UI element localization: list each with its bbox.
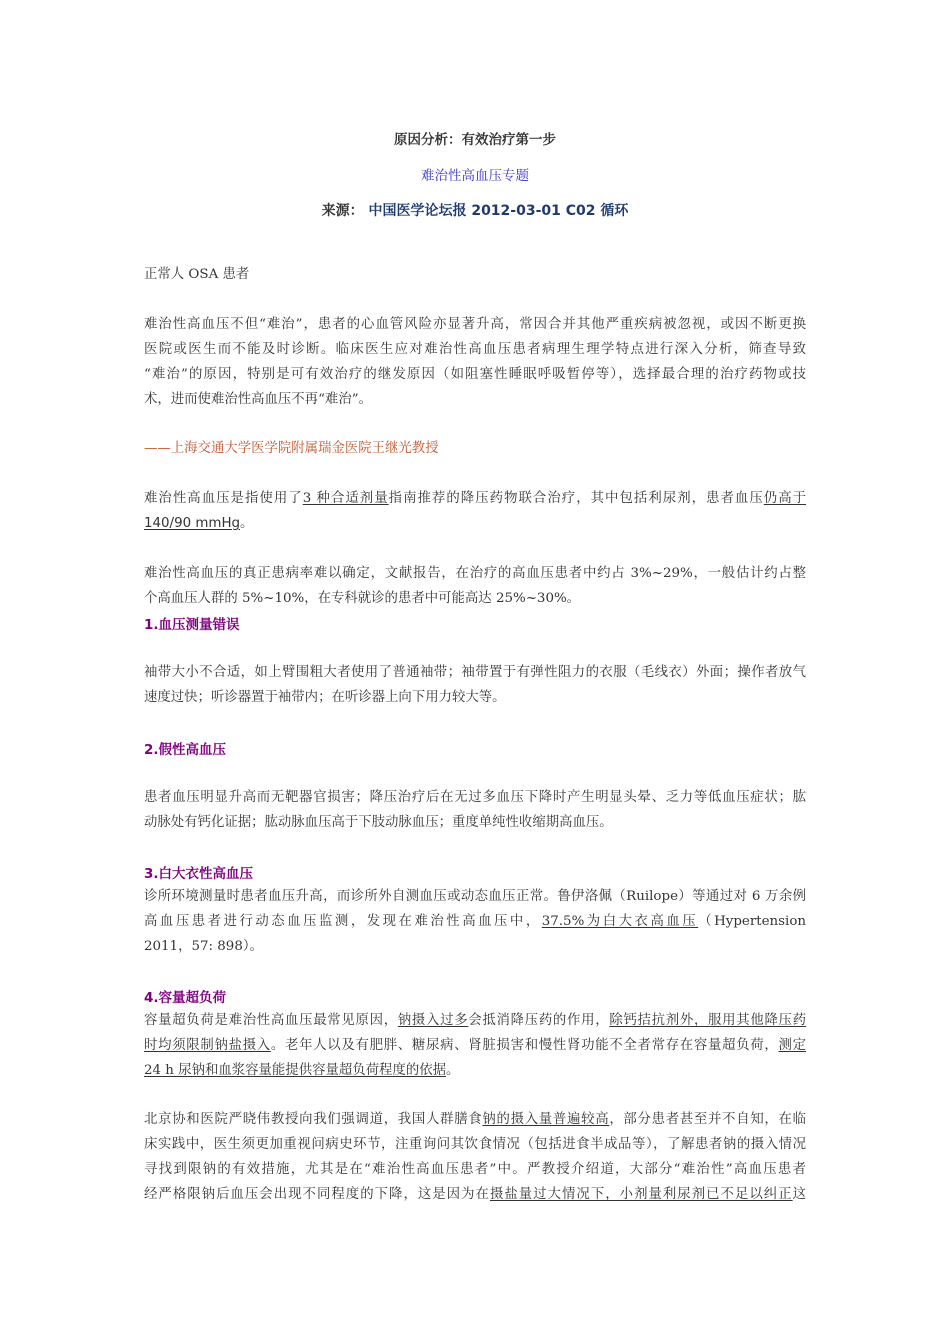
underlined-phrase: 钠摄入过多: [397, 1013, 469, 1028]
definition-text: 指南推荐的降压药物联合治疗，其中包括利尿剂，患者血压: [388, 491, 764, 506]
closing-text: 经严格限钠后血压会出现不同程度的下降，这是因为在: [144, 1187, 490, 1202]
prevalence-line: 难治性高血压的真正患病率难以确定，文献报告，在治疗的高血压患者中约占 3%~29%，一般估计约占整: [144, 566, 806, 581]
definition-text: 。: [240, 516, 254, 531]
source-label: 来源：: [321, 203, 364, 219]
article-title: 原因分析：有效治疗第一步: [394, 132, 556, 148]
section-text: 。老年人以及有肥胖、糖尿病、肾脏损害和慢性肾功能不全者常存在容量超负荷，: [270, 1038, 779, 1053]
underlined-phrase: 仍高于: [763, 491, 807, 506]
section-text: 。: [446, 1063, 460, 1078]
section-heading: 1.血压测量错误: [144, 617, 240, 633]
closing-line: [144, 1110, 806, 1130]
author-credit: ——上海交通大学医学院附属瑞金医院王继光教授: [144, 441, 439, 456]
underlined-phrase: 140/90 mmHg: [144, 516, 241, 531]
closing-text: 北京协和医院严晓伟教授向我们强调道，我国人群膳食: [144, 1112, 483, 1127]
section-line: 2011，57: 898）。: [144, 939, 263, 954]
abstract-line: 医院或医生而不能及时诊断。临床医生应对难治性高血压患者病理生理学特点进行深入分析，筛查导致: [144, 342, 806, 357]
closing-text: 这: [792, 1187, 807, 1202]
article-source: [0, 200, 950, 220]
closing-line: [144, 1185, 806, 1205]
underlined-phrase: 24 h 尿钠和血浆容量能提供容量超负荷程度的依据: [144, 1063, 446, 1078]
underlined-phrase: 钠的摄入量普遍较高: [482, 1112, 610, 1127]
section-text: （Hypertension: [698, 914, 807, 929]
section-text: 高血压患者进行动态血压监测，发现在难治性高血压中，: [144, 914, 542, 929]
definition-text: 难治性高血压是指使用了: [144, 491, 303, 506]
section-text: 会抵消降压药的作用，: [468, 1013, 610, 1028]
underlined-phrase: 3 种合适剂量: [302, 491, 389, 506]
section-heading: 2.假性高血压: [144, 742, 227, 758]
section-line: 袖带大小不合适，如上臂围粗大者使用了普通袖带；袖带置于有弹性阻力的衣服（毛线衣）外面；操作者放气: [144, 665, 806, 680]
closing-text: ，部分患者甚至并不自知，在临: [609, 1112, 807, 1127]
section-line: 动脉处有钙化证据；肱动脉血压高于下肢动脉血压；重度单纯性收缩期高血压。: [144, 815, 613, 830]
abstract-line: 难治性高血压不但“难治”，患者的心血管风险亦显著升高，常因合并其他严重疾病被忽视，或因不断更换: [144, 317, 806, 332]
underlined-phrase: 测定: [778, 1038, 807, 1053]
section-text: 容量超负荷是难治性高血压最常见原因，: [144, 1013, 398, 1028]
article-subtitle: 难治性高血压专题: [421, 168, 529, 184]
underlined-phrase: 摄盐量过大情况下，小剂量利尿剂已不足以纠正: [489, 1187, 793, 1202]
underlined-phrase: 37.5%为白大衣高血压: [541, 914, 699, 929]
section-line: 诊所环境测量时患者血压升高，而诊所外自测血压或动态血压正常。鲁伊洛佩（Ruilope）等通过对 6 万余例: [144, 889, 806, 904]
underlined-phrase: 时均须限制钠盐摄入: [144, 1038, 271, 1053]
section-line: [144, 1011, 806, 1031]
section-heading: 3.白大衣性高血压: [144, 866, 254, 882]
section-line: [144, 1036, 806, 1056]
section-line: 速度过快；听诊器置于袖带内；在听诊器上向下用力较大等。: [144, 690, 506, 705]
definition-line: [144, 489, 806, 509]
section-heading: 4.容量超负荷: [144, 990, 227, 1006]
closing-line: 寻找到限钠的有效措施，尤其是在“难治性高血压患者”中。严教授介绍道，大部分“难治性”高血压患者: [144, 1162, 806, 1177]
abstract-line: “难治”的原因，特别是可有效治疗的继发原因（如阻塞性睡眠呼吸暂停等），选择最合理的治疗药物或技: [144, 367, 806, 382]
intro-label: 正常人 OSA 患者: [144, 267, 250, 282]
definition-line: [144, 514, 806, 534]
source-section: C02 循环: [565, 203, 629, 219]
section-line: 患者血压明显升高而无靶器官损害；降压治疗后在无过多血压下降时产生明显头晕、乏力等低血压症状；肱: [144, 790, 806, 805]
abstract-line: 术，进而使难治性高血压不再“难治”。: [144, 392, 372, 407]
source-date: 2012-03-01: [471, 203, 561, 219]
closing-line: 床实践中，医生须更加重视问病史环节，注重询问其饮食情况（包括进食半成品等），了解患者钠的摄入情况: [144, 1137, 806, 1152]
source-publication: 中国医学论坛报: [368, 203, 467, 219]
underlined-phrase: 除钙拮抗剂外，服用其他降压药: [609, 1013, 807, 1028]
prevalence-line: 个高血压人群的 5%~10%，在专科就诊的患者中可能高达 25%~30%。: [144, 591, 581, 606]
section-line: [144, 1061, 806, 1081]
section-line: [144, 912, 806, 932]
